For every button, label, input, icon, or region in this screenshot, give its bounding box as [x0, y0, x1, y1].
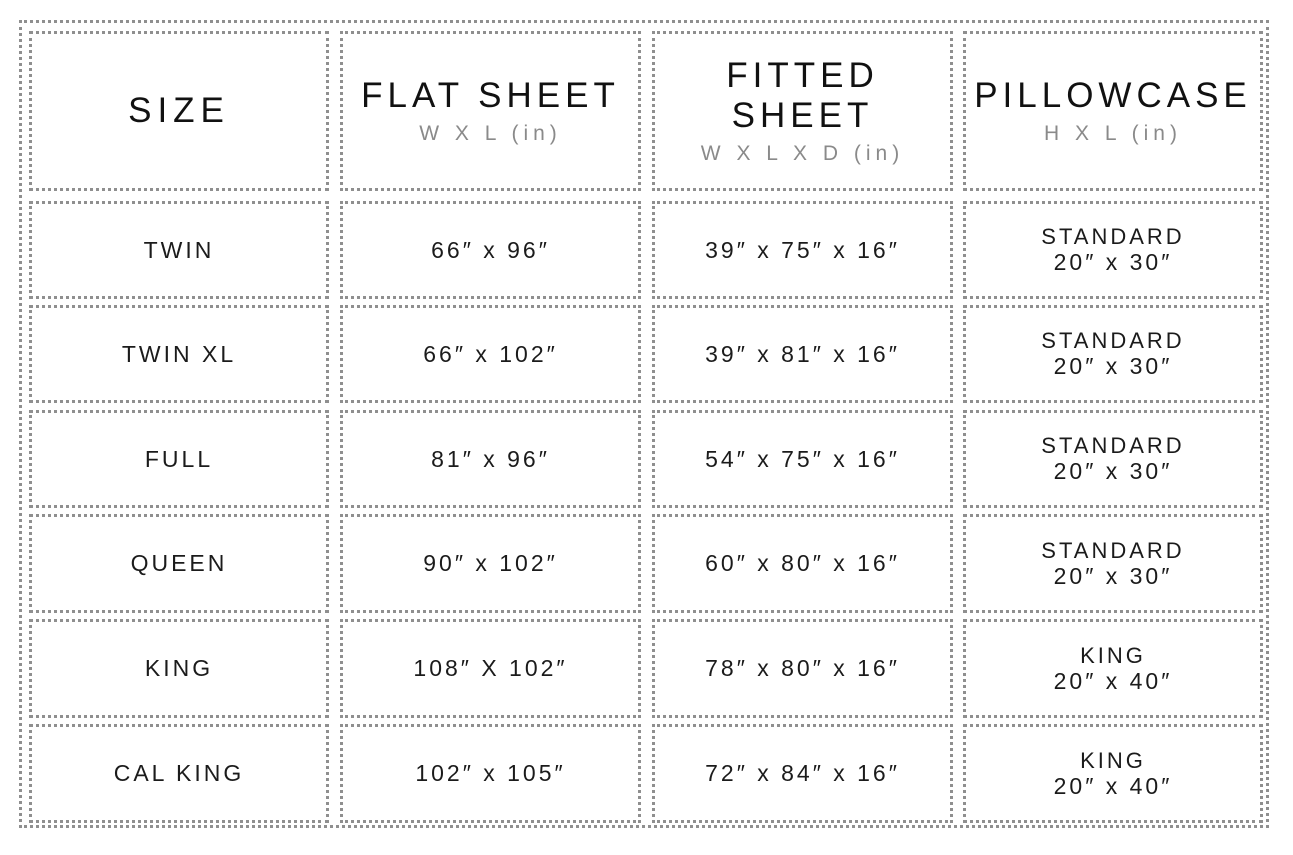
flat-sheet-cell	[340, 724, 641, 823]
flat-sheet-dimensions: 66″ x 96″	[431, 236, 550, 263]
flat-sheet-dimensions: 102″ x 105″	[415, 760, 566, 786]
pillowcase-type: STANDARD	[1041, 433, 1185, 459]
pillowcase-cell	[963, 724, 1263, 823]
fitted-sheet-cell	[652, 410, 953, 508]
header-fitted-sheet-cell	[652, 31, 953, 191]
pillowcase-cell	[963, 619, 1263, 718]
header-fitted-sheet-title: FITTED SHEET	[726, 55, 879, 135]
header-flat-sheet-title: FLAT SHEET	[361, 75, 620, 115]
fitted-sheet-cell	[652, 514, 953, 613]
header-flat-sheet-units: W X L (in)	[419, 122, 562, 146]
size-label: FULL	[144, 445, 214, 472]
pillowcase-dimensions: 20″ x 30″	[1053, 249, 1173, 276]
flat-sheet-cell	[340, 619, 641, 718]
pillowcase-type: STANDARD	[1041, 224, 1185, 250]
pillowcase-type: KING	[1080, 747, 1146, 773]
pillowcase-type: STANDARD	[1041, 537, 1185, 563]
size-label: TWIN	[143, 236, 215, 263]
flat-sheet-dimensions: 108″ X 102″	[413, 655, 568, 681]
pillowcase-dimensions: 20″ x 30″	[1053, 562, 1173, 589]
flat-sheet-cell	[340, 201, 641, 299]
fitted-sheet-cell	[652, 724, 953, 823]
flat-sheet-dimensions: 66″ x 102″	[423, 340, 558, 367]
pillowcase-type: KING	[1080, 642, 1146, 668]
size-cell-king	[29, 619, 329, 718]
pillowcase-cell	[963, 201, 1263, 299]
fitted-sheet-dimensions: 54″ x 75″ x 16″	[705, 445, 900, 472]
header-flat-sheet-cell	[340, 31, 641, 191]
fitted-sheet-dimensions: 39″ x 81″ x 16″	[705, 340, 900, 367]
fitted-sheet-cell	[652, 305, 953, 403]
fitted-sheet-dimensions: 39″ x 75″ x 16″	[705, 236, 900, 263]
size-label: CAL KING	[113, 760, 245, 786]
fitted-sheet-cell	[652, 201, 953, 299]
pillowcase-dimensions: 20″ x 40″	[1053, 772, 1173, 799]
size-label: KING	[144, 655, 214, 681]
header-fitted-sheet-units: W X L X D (in)	[700, 142, 905, 166]
header-pillowcase-units: H X L (in)	[1044, 122, 1182, 146]
header-size-cell	[29, 31, 329, 191]
fitted-sheet-dimensions: 60″ x 80″ x 16″	[705, 550, 900, 576]
flat-sheet-cell	[340, 305, 641, 403]
pillowcase-cell	[963, 514, 1263, 613]
fitted-sheet-dimensions: 78″ x 80″ x 16″	[705, 655, 900, 681]
header-pillowcase-cell	[963, 31, 1263, 191]
pillowcase-dimensions: 20″ x 30″	[1053, 353, 1173, 380]
size-label: QUEEN	[130, 550, 228, 576]
size-cell-full	[29, 410, 329, 508]
size-cell-cal-king	[29, 724, 329, 823]
pillowcase-dimensions: 20″ x 30″	[1053, 458, 1173, 485]
size-cell-queen	[29, 514, 329, 613]
flat-sheet-dimensions: 81″ x 96″	[431, 445, 550, 472]
pillowcase-dimensions: 20″ x 40″	[1053, 667, 1173, 694]
pillowcase-cell	[963, 305, 1263, 403]
flat-sheet-cell	[340, 514, 641, 613]
size-cell-twin	[29, 201, 329, 299]
flat-sheet-dimensions: 90″ x 102″	[423, 550, 558, 576]
fitted-sheet-dimensions: 72″ x 84″ x 16″	[705, 760, 900, 786]
fitted-sheet-cell	[652, 619, 953, 718]
pillowcase-cell	[963, 410, 1263, 508]
header-size-label: SIZE	[128, 91, 230, 130]
header-pillowcase-title: PILLOWCASE	[974, 75, 1252, 115]
pillowcase-type: STANDARD	[1041, 328, 1185, 354]
flat-sheet-cell	[340, 410, 641, 508]
size-label: TWIN XL	[121, 340, 237, 367]
size-cell-twin-xl	[29, 305, 329, 403]
